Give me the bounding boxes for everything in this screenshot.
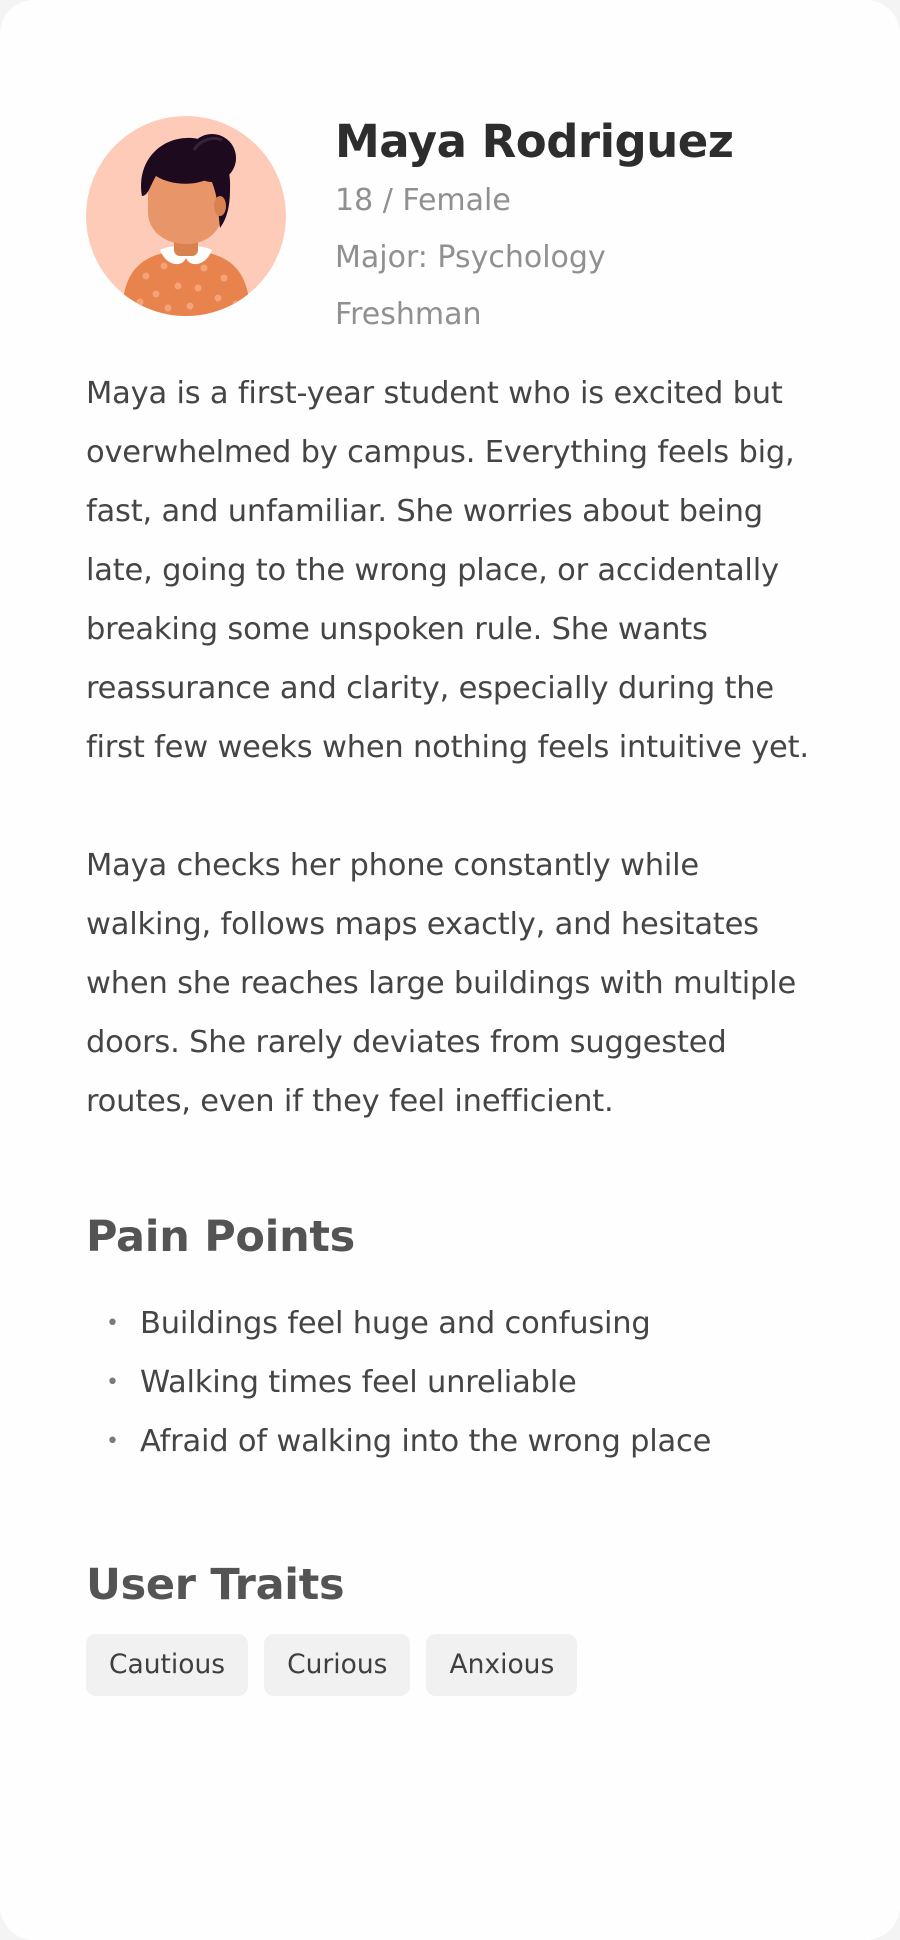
bio-paragraph: Maya is a first-year student who is excited but overwhelmed by campus. Everything feels big, fast, and unfamiliar. She worries about being late, going to the wrong place, or accidentally breaking some unspoken rule. She wants reassurance and clarity, especially during the first few weeks when nothing feels intuitive yet. xyxy=(86,376,809,765)
persona-year: Freshman xyxy=(335,297,482,332)
pain-point-text: Walking times feel unreliable xyxy=(140,1365,577,1400)
pain-points-heading: Pain Points xyxy=(86,1212,355,1262)
user-traits-chips xyxy=(86,1634,577,1696)
trait-chip-curious: Curious xyxy=(264,1634,410,1696)
persona-bio xyxy=(86,364,826,1190)
user-traits-heading: User Traits xyxy=(86,1560,345,1610)
bullet-icon: • xyxy=(106,1370,119,1395)
bio-paragraph: Maya checks her phone constantly while walking, follows maps exactly, and hesitates when she reaches large buildings with multiple doors. She rarely deviates from suggested routes, even if they feel inefficient. xyxy=(86,848,797,1119)
trait-chip-anxious: Anxious xyxy=(426,1634,577,1696)
trait-chip-cautious: Cautious xyxy=(86,1634,248,1696)
pain-point-text: Afraid of walking into the wrong place xyxy=(140,1424,712,1459)
pain-points-list xyxy=(86,1294,826,1471)
persona-header xyxy=(86,112,826,332)
pain-point-text: Buildings feel huge and confusing xyxy=(140,1306,651,1341)
persona-identity xyxy=(335,112,815,343)
persona-age-gender: 18 / Female xyxy=(335,183,511,218)
avatar xyxy=(86,116,286,316)
pain-point-item xyxy=(86,1353,826,1412)
persona-major: Major: Psychology xyxy=(335,240,606,275)
pain-point-item xyxy=(86,1294,826,1353)
pain-point-item xyxy=(86,1412,826,1471)
persona-name: Maya Rodriguez xyxy=(335,115,734,168)
bullet-icon: • xyxy=(106,1429,119,1454)
woman-avatar-icon xyxy=(86,116,286,316)
bullet-icon: • xyxy=(106,1311,119,1336)
